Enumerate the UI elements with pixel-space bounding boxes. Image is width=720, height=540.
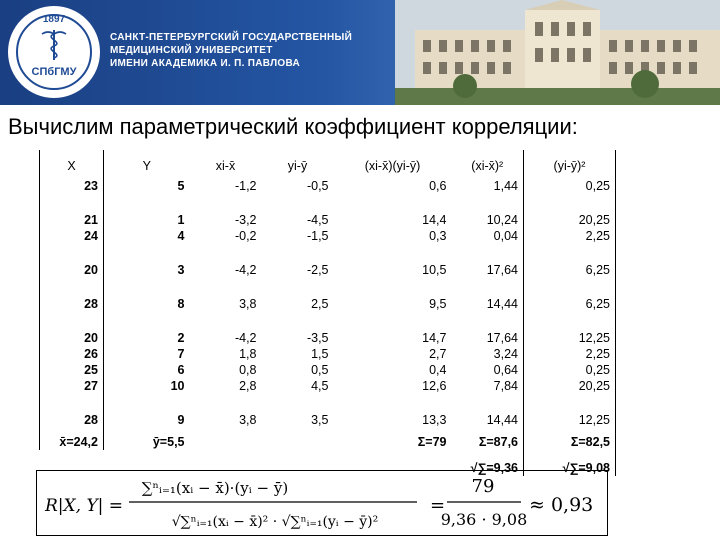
header-x: X — [40, 150, 104, 178]
root-sum-x: √∑=9,36 — [470, 461, 518, 475]
cell-y: 9 — [177, 413, 185, 427]
sum-products: Σ=79 — [417, 435, 447, 449]
logo-abbreviation: СПбГМУ — [31, 66, 77, 78]
cell-x-dev-sq: 14,44 — [486, 297, 518, 311]
cell-product: 14,4 — [422, 213, 447, 227]
formula-numerator: ∑ⁿᵢ₌₁(xᵢ − x̄)·(yᵢ − ȳ) — [141, 479, 289, 497]
table-row — [40, 262, 616, 278]
header-y: Y — [142, 159, 151, 173]
cell-x-dev: -4,2 — [234, 331, 257, 345]
cell-y-dev-sq: 12,25 — [524, 412, 616, 428]
cell-x-dev: 3,8 — [239, 297, 257, 311]
cell-product: 13,3 — [422, 413, 447, 427]
cell-x-dev: 0,8 — [239, 363, 257, 377]
correlation-formula — [36, 470, 608, 536]
cell-x-dev-sq: 14,44 — [486, 413, 518, 427]
caduceus-icon — [39, 28, 69, 62]
root-sum-y: √∑=9,08 — [524, 450, 616, 476]
cell-y-dev-sq: 0,25 — [524, 178, 616, 194]
page-title: Вычислим параметрический коэффициент корреляции: — [8, 114, 578, 139]
cell-y-dev-sq: 2,25 — [524, 346, 616, 362]
cell-x-dev: -0,2 — [234, 229, 257, 243]
cell-y-dev: -3,5 — [306, 331, 329, 345]
cell-y: 7 — [177, 347, 185, 361]
header-product: (xi-x̄)(yi-ȳ) — [364, 159, 421, 173]
cell-product: 2,7 — [429, 347, 447, 361]
cell-y: 6 — [177, 363, 185, 377]
cell-x-dev-sq: 3,24 — [493, 347, 518, 361]
cell-y-dev-sq: 2,25 — [524, 228, 616, 244]
header-x-deviation-squared: (xi-x̄)² — [471, 159, 504, 173]
sum-squares-y: Σ=82,5 — [524, 428, 616, 450]
numerator-value: 79 — [471, 476, 495, 497]
formula-graphic — [37, 471, 607, 535]
cell-x: 20 — [40, 330, 104, 346]
table-header-row — [40, 150, 616, 178]
cell-y: 5 — [177, 179, 185, 193]
header-x-deviation: xi-x̄ — [215, 159, 236, 173]
cell-x-dev-sq: 1,44 — [493, 179, 518, 193]
cell-y-dev: -0,5 — [306, 179, 329, 193]
mean-x: x̄=24,2 — [40, 428, 104, 450]
formula-result: ≈ 0,93 — [529, 494, 594, 516]
table-row — [40, 212, 616, 228]
spacer-row — [40, 394, 616, 412]
cell-x: 25 — [40, 362, 104, 378]
table-row — [40, 346, 616, 362]
cell-x-dev: -1,2 — [234, 179, 257, 193]
cell-x-dev: -4,2 — [234, 263, 257, 277]
cell-y-dev: 4,5 — [311, 379, 329, 393]
cell-y: 1 — [177, 213, 185, 227]
cell-y-dev-sq: 6,25 — [524, 296, 616, 312]
cell-x-dev-sq: 7,84 — [493, 379, 518, 393]
cell-y-dev-sq: 12,25 — [524, 330, 616, 346]
cell-x-dev-sq: 0,04 — [493, 229, 518, 243]
university-logo — [8, 6, 100, 98]
cell-x-dev-sq: 10,24 — [486, 213, 518, 227]
cell-y: 8 — [177, 297, 185, 311]
university-name-line-3: ИМЕНИ АКАДЕМИКА И. П. ПАВЛОВА — [110, 58, 301, 69]
cell-y-dev-sq: 0,25 — [524, 362, 616, 378]
cell-y: 2 — [177, 331, 185, 345]
mean-y: ȳ=5,5 — [152, 435, 185, 449]
sum-squares-x: Σ=87,6 — [478, 435, 518, 449]
denominator-value: 9,36 · 9,08 — [440, 510, 528, 529]
spacer-row — [40, 244, 616, 262]
cell-x-dev: -3,2 — [234, 213, 257, 227]
cell-x: 26 — [40, 346, 104, 362]
university-name-line-2: МЕДИЦИНСКИЙ УНИВЕРСИТЕТ — [110, 45, 273, 56]
header-banner — [0, 0, 720, 105]
header-y-deviation-squared: (yi-ȳ)² — [524, 150, 616, 178]
university-name-line-1: САНКТ-ПЕТЕРБУРГСКИЙ ГОСУДАРСТВЕННЫЙ — [110, 32, 353, 43]
cell-x-dev: 2,8 — [239, 379, 257, 393]
cell-x: 21 — [40, 212, 104, 228]
cell-x: 20 — [40, 262, 104, 278]
cell-x-dev-sq: 17,64 — [486, 331, 518, 345]
cell-y: 4 — [177, 229, 185, 243]
cell-y: 10 — [170, 379, 185, 393]
table-row — [40, 412, 616, 428]
cell-y-dev-sq: 20,25 — [524, 378, 616, 394]
spacer-row — [40, 312, 616, 330]
university-name — [110, 31, 352, 70]
formula-denominator: √∑ⁿᵢ₌₁(xᵢ − x̄)² · √∑ⁿᵢ₌₁(yᵢ − ȳ)² — [171, 514, 379, 530]
formula-equals: = — [430, 495, 446, 516]
cell-x: 24 — [40, 228, 104, 244]
cell-product: 0,3 — [429, 229, 447, 243]
formula-lhs: R|X, Y| = — [45, 496, 124, 516]
cell-y: 3 — [177, 263, 185, 277]
table-row — [40, 178, 616, 194]
table-row — [40, 330, 616, 346]
cell-x-dev: 3,8 — [239, 413, 257, 427]
totals-row — [40, 428, 616, 450]
cell-x-dev-sq: 0,64 — [493, 363, 518, 377]
cell-product: 10,5 — [422, 263, 447, 277]
cell-x: 28 — [40, 412, 104, 428]
cell-y-dev-sq: 20,25 — [524, 212, 616, 228]
table-row — [40, 378, 616, 394]
table-row — [40, 362, 616, 378]
cell-y-dev: -1,5 — [306, 229, 329, 243]
cell-y-dev-sq: 6,25 — [524, 262, 616, 278]
cell-x-dev: 1,8 — [239, 347, 257, 361]
cell-y-dev: -2,5 — [306, 263, 329, 277]
header-y-deviation: yi-ȳ — [287, 159, 308, 173]
cell-y-dev: 0,5 — [311, 363, 329, 377]
spacer-row — [40, 278, 616, 296]
table-row — [40, 228, 616, 244]
cell-x: 23 — [40, 178, 104, 194]
building-photo — [395, 0, 720, 105]
cell-x: 28 — [40, 296, 104, 312]
cell-x: 27 — [40, 378, 104, 394]
correlation-table — [39, 150, 616, 476]
cell-x-dev-sq: 17,64 — [486, 263, 518, 277]
cell-product: 12,6 — [422, 379, 447, 393]
table-row — [40, 296, 616, 312]
cell-y-dev: 3,5 — [311, 413, 329, 427]
cell-product: 0,6 — [429, 179, 447, 193]
cell-y-dev: 2,5 — [311, 297, 329, 311]
cell-product: 14,7 — [422, 331, 447, 345]
spacer-row — [40, 194, 616, 212]
cell-y-dev: 1,5 — [311, 347, 329, 361]
cell-y-dev: -4,5 — [306, 213, 329, 227]
cell-product: 0,4 — [429, 363, 447, 377]
cell-product: 9,5 — [429, 297, 447, 311]
logo-year: 1897 — [42, 14, 66, 25]
